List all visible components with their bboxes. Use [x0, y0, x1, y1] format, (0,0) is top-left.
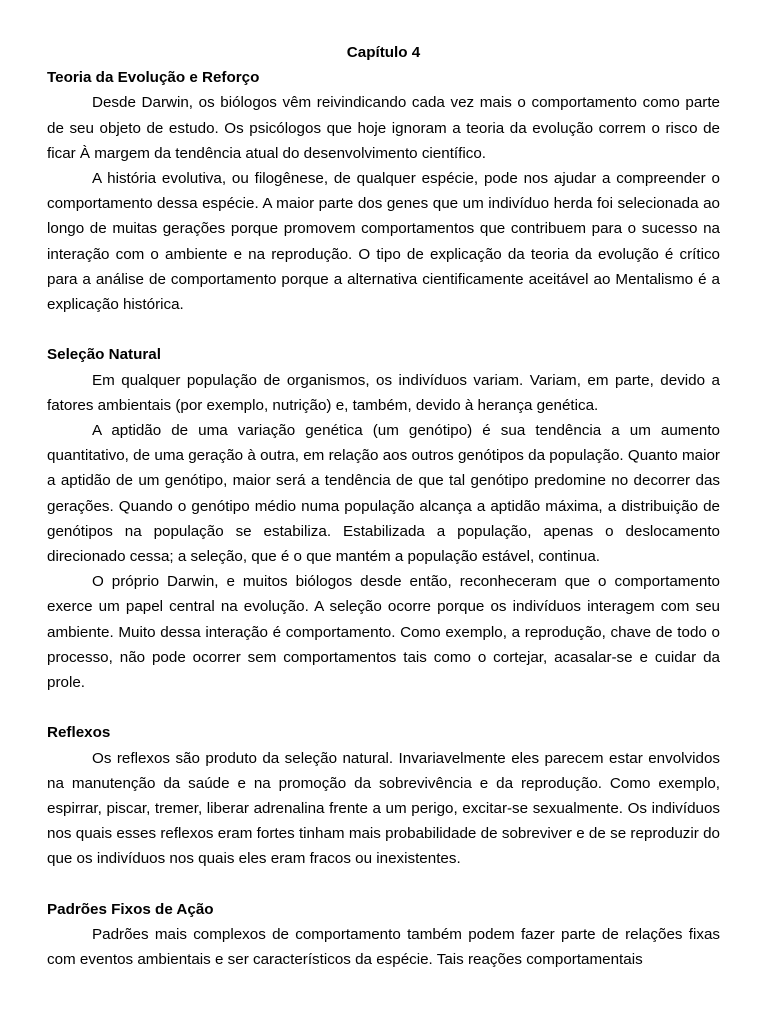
paragraph: A aptidão de uma variação genética (um genótipo) é sua tendência a um aumento quantitativo, de uma geração à outra, em relação aos outros genótipos da população. Quanto maior a aptidão de um genótipo, maior será a tendência de que tal genótipo predomine no decorrer das gerações. Quando o genótipo médio numa população alcança a aptidão máxima, a distribuição de genótipos na população se estabiliza. Estabilizada a população, apenas o deslocamento direcionado cessa; a seleção, que é o que mantém a população estável, continua.	[47, 422, 720, 566]
paragraph: O próprio Darwin, e muitos biólogos desde então, reconheceram que o comportamento exerce um papel central na evolução. A seleção ocorre porque os indivíduos interagem com seu ambiente. Muito dessa interação é comportamento. Como exemplo, a reprodução, chave de todo o processo, não pode ocorrer sem comportamentos tais como o cortejar, acasalar-se e cuidar da prole.	[47, 573, 720, 692]
section-heading: Seleção Natural	[47, 346, 161, 364]
section-heading: Padrões Fixos de Ação	[47, 900, 214, 918]
paragraph: Padrões mais complexos de comportamento também podem fazer parte de relações fixas com eventos ambientais e ser característicos da espécie. Tais reações comportamentais	[47, 926, 720, 969]
section-evolution	[47, 65, 720, 317]
section-reflexes	[47, 720, 720, 871]
section-heading: Teoria da Evolução e Reforço	[47, 69, 260, 87]
chapter-title: Capítulo 4	[346, 44, 421, 61]
paragraph: Os reflexos são produto da seleção natural. Invariavelmente eles parecem estar envolvidos na manutenção da saúde e na promoção da sobrevivência e da reprodução. Como exemplo, espirrar, piscar, tremer, liberar adrenalina frente a um perigo, excitar-se sexualmente. Os indivíduos nos quais esses reflexos eram fortes tinham mais probabilidade de sobreviver e de se reproduzir do que os indivíduos nos quais eles eram fracos ou inexistentes.	[47, 749, 720, 868]
section-fixed-action-patterns	[47, 897, 720, 973]
section-spacer	[47, 872, 720, 897]
section-spacer	[47, 317, 720, 342]
paragraph: Desde Darwin, os biólogos vêm reivindicando cada vez mais o comportamento como parte de seu objeto de estudo. Os psicólogos que hoje ignoram a teoria da evolução correm o risco de ficar À margem da tendência atual do desenvolvimento científico.	[47, 94, 720, 162]
document-page	[47, 40, 720, 972]
section-spacer	[47, 695, 720, 720]
paragraph: A história evolutiva, ou filogênese, de qualquer espécie, pode nos ajudar a compreender o comportamento dessa espécie. A maior parte dos genes que um indivíduo herda foi selecionada ao longo de muitas gerações porque promovem comportamentos que contribuem para o sucesso na interação com o ambiente e na reprodução. O tipo de explicação da teoria da evolução é crítico para a análise de comportamento porque a alternativa cientificamente aceitável ao Mentalismo é a explicação histórica.	[47, 170, 720, 314]
section-heading: Reflexos	[47, 724, 111, 742]
section-natural-selection	[47, 342, 720, 695]
paragraph: Em qualquer população de organismos, os indivíduos variam. Variam, em parte, devido a fatores ambientais (por exemplo, nutrição) e, também, devido à herança genética.	[47, 371, 720, 414]
